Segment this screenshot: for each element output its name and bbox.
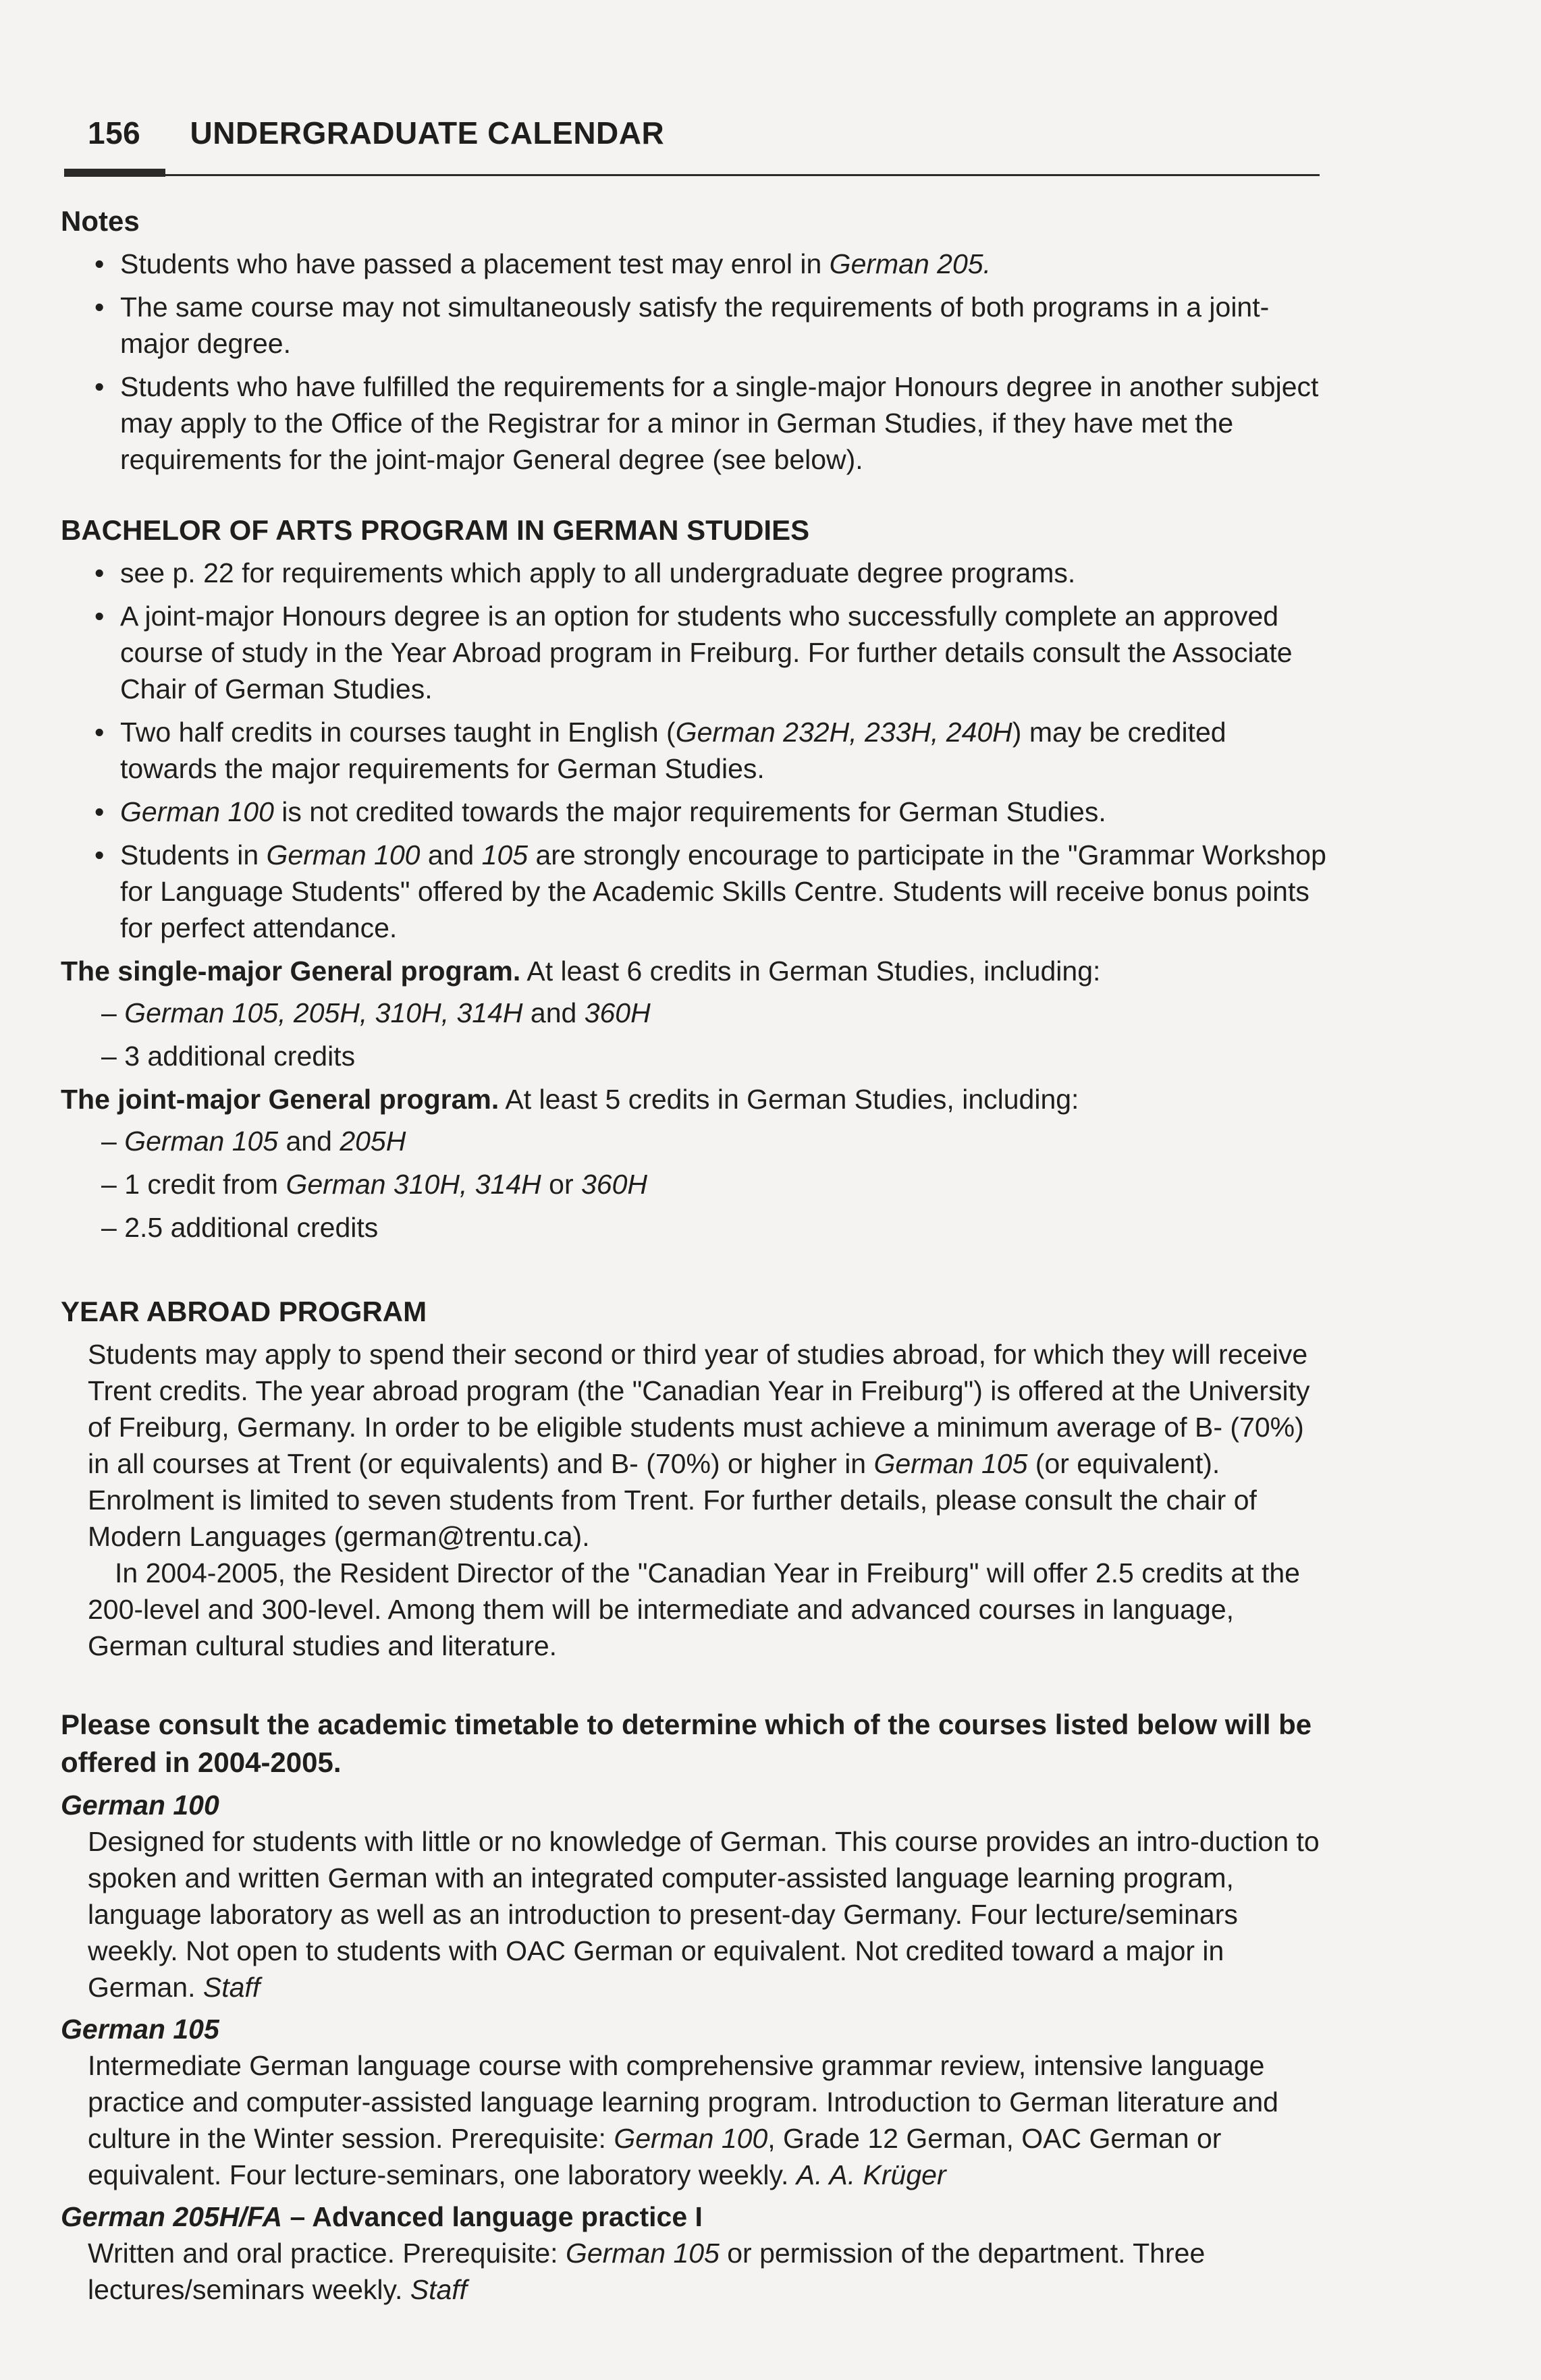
single-major-requirements xyxy=(61,995,1330,1074)
text-run: In 2004-2005, the Resident Director of the "Canadian Year in Freiburg" will offer 2.5 credits at the 200-level and 300-level. Among them will be intermediate and advanced courses in language, German cultural studies and literature. xyxy=(88,1557,1300,1661)
single-major-label: The single-major General program. xyxy=(61,956,521,987)
text-run: (or equivalent). Enrolment is limited to seven students from Trent. For further details, please consult the chair of Modern Languages (german@trentu.ca). xyxy=(88,1448,1257,1552)
ba-item xyxy=(61,794,1330,830)
italic-text-run: 205H xyxy=(340,1126,406,1157)
notes-list xyxy=(61,246,1330,478)
courses-section xyxy=(61,1706,1330,2308)
text-run: – xyxy=(101,1126,125,1157)
running-header xyxy=(88,115,664,151)
italic-text-run: German 105 xyxy=(565,2238,720,2269)
notes-item xyxy=(61,246,1330,282)
notes-heading: Notes xyxy=(61,205,140,237)
text-run: and xyxy=(420,839,482,870)
text-run: The same course may not simultaneously satisfy the requirements of both programs in a joint-major degree. xyxy=(120,292,1270,359)
notes-item xyxy=(61,289,1330,362)
ba-section xyxy=(61,511,1330,1246)
requirement-item xyxy=(61,1123,1330,1159)
text-run: – xyxy=(101,997,125,1028)
joint-major-label: The joint-major General program. xyxy=(61,1084,499,1115)
italic-text-run: German 105 xyxy=(873,1448,1028,1479)
text-run: – 1 credit from xyxy=(101,1169,286,1200)
ba-item xyxy=(61,598,1330,707)
requirement-item xyxy=(61,1166,1330,1202)
joint-major-program xyxy=(61,1081,1330,1117)
text-run: Intermediate German language course with comprehensive grammar review, intensive language practice and computer-assisted language learning program. Introduction to German literature and culture in the Winter session. Prerequisite: xyxy=(88,2050,1278,2154)
course-title xyxy=(61,2011,1330,2047)
italic-text-run: German 205. xyxy=(829,248,991,279)
text-run: Students who have passed a placement test may enrol in xyxy=(120,248,830,279)
header-rule xyxy=(64,174,1320,176)
course-description xyxy=(61,2235,1330,2308)
requirement-item xyxy=(61,995,1330,1031)
text-run: – 3 additional credits xyxy=(101,1041,356,1072)
year-abroad-paragraph xyxy=(61,1555,1330,1664)
italic-text-run: German 310H, 314H xyxy=(286,1169,541,1200)
running-title: UNDERGRADUATE CALENDAR xyxy=(190,115,665,150)
italic-text-run: 360H xyxy=(581,1169,648,1200)
text-run: A joint-major Honours degree is an option for students who successfully complete an approved course of study in the Year Abroad program in Freiburg. For further details consult the Associate Chair of German Studies. xyxy=(120,601,1293,704)
requirement-item xyxy=(61,1038,1330,1074)
text-run: see p. 22 for requirements which apply to all undergraduate degree programs. xyxy=(120,557,1076,588)
italic-text-run: German 105, 205H, 310H, 314H xyxy=(124,997,523,1028)
timetable-note: Please consult the academic timetable to determine which of the courses listed below will be offered in 2004-2005. xyxy=(61,1709,1312,1778)
text-run: and xyxy=(278,1126,340,1157)
italic-text-run: German 100 xyxy=(61,1790,219,1821)
requirement-item xyxy=(61,1209,1330,1246)
single-major-program xyxy=(61,953,1330,989)
text-run: are strongly encourage to participate in the "Grammar Workshop for Language Students" offered by the Academic Skills Centre. Students will receive bonus points for perfect attendance. xyxy=(120,839,1326,943)
course-description xyxy=(61,2047,1330,2193)
ba-list xyxy=(61,555,1330,946)
year-abroad-paragraph xyxy=(61,1336,1330,1555)
page-content xyxy=(61,202,1330,2308)
italic-text-run: German 100 xyxy=(614,2123,768,2154)
single-major-text: At least 6 credits in German Studies, including: xyxy=(520,956,1101,987)
notes-item xyxy=(61,368,1330,478)
italic-text-run: German 105 xyxy=(61,2014,219,2045)
text-run: Two half credits in courses taught in English ( xyxy=(120,717,676,748)
italic-text-run: 105 xyxy=(481,839,529,870)
italic-text-run: German 105 xyxy=(124,1126,279,1157)
text-run: or xyxy=(541,1169,581,1200)
text-run: Designed for students with little or no knowledge of German. This course provides an intro-duction to spoken and written German with an integrated computer-assisted language learning program, language laboratory as well as an introduction to present-day Germany. Four lecture/seminars weekly. Not open to students with OAC German or equivalent. Not credited toward a major in German. xyxy=(88,1826,1320,2003)
joint-major-text: At least 5 credits in German Studies, including: xyxy=(499,1084,1079,1115)
text-run: and xyxy=(522,997,585,1028)
text-run: is not credited towards the major requirements for German Studies. xyxy=(273,796,1106,827)
text-run: Students may apply to spend their second or third year of studies abroad, for which they will receive Trent credits. The year abroad program (the "Canadian Year in Freiburg") is offered at the University of Freiburg, Germany. In order to be eligible students must achieve a minimum average of B- (70%) in all courses at Trent (or equivalents) and B- (70%) or higher in xyxy=(88,1339,1310,1479)
italic-text-run: German 232H, 233H, 240H xyxy=(675,717,1012,748)
text-run: Written and oral practice. Prerequisite: xyxy=(88,2238,566,2269)
joint-major-requirements xyxy=(61,1123,1330,1246)
year-abroad-heading: YEAR ABROAD PROGRAM xyxy=(61,1296,427,1327)
ba-item xyxy=(61,837,1330,946)
italic-text-run: German 100 xyxy=(266,839,421,870)
italic-text-run: German 205H/FA xyxy=(61,2201,283,2232)
text-run: – 2.5 additional credits xyxy=(101,1212,379,1243)
ba-item xyxy=(61,714,1330,787)
italic-text-run: German 100 xyxy=(120,796,274,827)
italic-text-run: Staff xyxy=(202,1972,261,2003)
text-run: ) may be credited towards the major requirements for German Studies. xyxy=(120,717,1226,784)
text-run: – Advanced language practice I xyxy=(282,2201,703,2232)
year-abroad-section xyxy=(61,1293,1330,1664)
italic-text-run: Staff xyxy=(410,2274,468,2305)
ba-item xyxy=(61,555,1330,591)
italic-text-run: A. A. Krüger xyxy=(796,2159,946,2190)
course-description xyxy=(61,1823,1330,2005)
text-run: Students who have fulfilled the requirements for a single-major Honours degree in another subject may apply to the Office of the Registrar for a minor in German Studies, if they have met the requirements for the joint-major General degree (see below). xyxy=(120,371,1319,475)
page-number: 156 xyxy=(88,115,141,150)
course-title xyxy=(61,2198,1330,2235)
text-run: or permission of the department. Three lectures/seminars weekly. xyxy=(88,2238,1206,2305)
course-title xyxy=(61,1787,1330,1823)
italic-text-run: 360H xyxy=(584,997,651,1028)
ba-heading: BACHELOR OF ARTS PROGRAM IN GERMAN STUDIES xyxy=(61,514,810,546)
text-run: Students in xyxy=(120,839,267,870)
text-run: , Grade 12 German, OAC German or equivalent. Four lecture-seminars, one laboratory weekly. xyxy=(88,2123,1222,2190)
